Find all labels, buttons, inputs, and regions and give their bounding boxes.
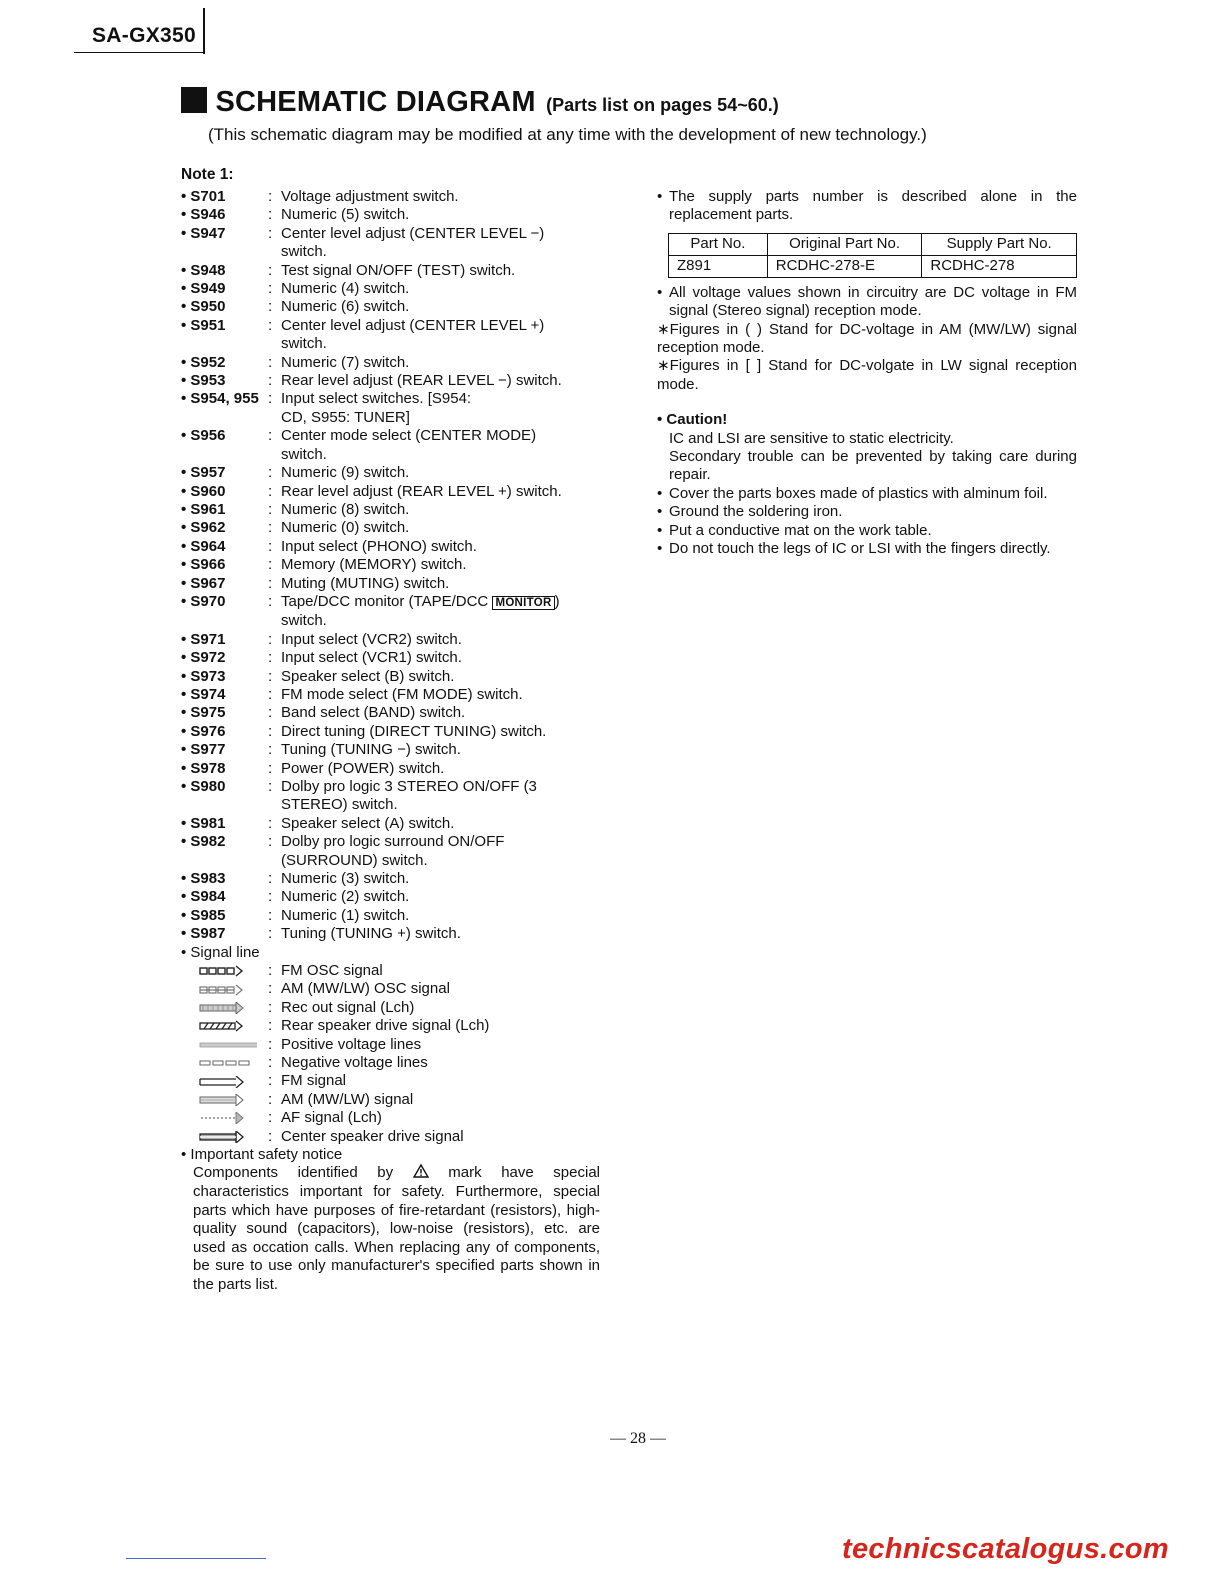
switch-code: • S978 (181, 759, 226, 777)
list-item: • S982 : Dolby pro logic surround ON/OFF (SURROUND) switch. (181, 833, 611, 870)
switch-desc: Input select switches. [S954: CD, S955: TUNER] (281, 390, 472, 426)
switch-desc: Numeric (7) switch. (281, 353, 410, 371)
safety-text: Components identified by mark have special characteristics important for safety. Furthermore, special parts which have purposes of fire-retardant (resistors), high-quality sound (capacitors), low-noise (resistors), etc. are used as occation calls. When replacing any of components, be sure to use only manufacturer's specified parts shown in the parts list. (193, 1164, 600, 1293)
right-column (657, 188, 1077, 559)
switch-desc: Speaker select (B) switch. (281, 667, 455, 685)
list-item: • Cover the parts boxes made of plastics with alminum foil. (657, 484, 1048, 502)
list-item: • Put a conductive mat on the work table. (657, 521, 932, 539)
list-item: • S985 : Numeric (1) switch. (181, 907, 611, 925)
signal-label: Positive voltage lines (281, 1035, 422, 1053)
switch-desc: Numeric (5) switch. (281, 206, 410, 224)
list-item: • S981 : Speaker select (A) switch. (181, 815, 611, 833)
switch-code: • S985 (181, 906, 226, 924)
list-item: • S964 : Input select (PHONO) switch. (181, 538, 611, 556)
list-item: • S947 : Center level adjust (CENTER LEVEL −) switch. (181, 225, 611, 262)
list-item: • Do not touch the legs of IC or LSI with the fingers directly. (657, 540, 1051, 558)
switch-desc: Numeric (3) switch. (281, 870, 410, 888)
table-header-row (669, 233, 1077, 255)
signal-label: FM signal (281, 1072, 347, 1090)
switch-desc: Voltage adjustment switch. (281, 188, 459, 205)
positive-voltage-line-icon (199, 1039, 257, 1051)
switch-code: • S983 (181, 870, 226, 888)
switch-desc: Direct tuning (DIRECT TUNING) switch. (281, 722, 547, 740)
am-osc-signal-icon (199, 984, 257, 996)
switch-desc: FM mode select (FM MODE) switch. (281, 685, 523, 703)
switch-desc: Numeric (4) switch. (281, 280, 410, 298)
warning-triangle-icon (413, 1164, 429, 1178)
list-item: • S946 : Numeric (5) switch. (181, 206, 611, 224)
switch-desc: Numeric (2) switch. (281, 888, 410, 906)
switch-code: • S981 (181, 814, 226, 832)
fm-osc-signal-icon (199, 965, 257, 977)
lw-voltage-note: ∗Figures in [ ] Stand for DC-volgate in LW signal reception mode. (657, 357, 1077, 393)
model-label: SA-GX350 (92, 24, 196, 47)
switch-desc: Power (POWER) switch. (281, 759, 445, 777)
switch-desc: Input select (VCR1) switch. (281, 649, 462, 667)
switch-code: • S966 (181, 556, 226, 574)
signal-legend-row: : AM (MW/LW) OSC signal (181, 980, 611, 998)
list-item: • S956 : Center mode select (CENTER MODE) switch. (181, 427, 611, 464)
signal-label: Rear speaker drive signal (Lch) (281, 1017, 490, 1035)
signal-label: Rec out signal (Lch) (281, 998, 415, 1016)
note-heading: Note 1: (181, 166, 234, 183)
list-item: • S962 : Numeric (0) switch. (181, 519, 611, 537)
signal-label: AF signal (Lch) (281, 1109, 382, 1127)
list-item: • S975 : Band select (BAND) switch. (181, 704, 611, 722)
switch-desc: Input select (VCR2) switch. (281, 630, 462, 648)
signal-line-heading: • Signal line (181, 943, 260, 961)
header-rule-vertical (203, 8, 205, 54)
switch-desc: Center mode select (CENTER MODE) switch. (281, 427, 537, 463)
switch-desc: Rear level adjust (REAR LEVEL +) switch. (281, 482, 562, 500)
watermark-link[interactable]: technicscatalogus.com (842, 1533, 1170, 1565)
switch-desc: Rear level adjust (REAR LEVEL −) switch. (281, 372, 562, 390)
caution-text: IC and LSI are sensitive to static electricity. (669, 429, 954, 447)
switch-code: • S952 (181, 353, 226, 371)
switch-code: • S701 (181, 188, 226, 205)
af-signal-icon (199, 1112, 257, 1124)
table-cell: Z891 (669, 255, 768, 277)
switch-desc: Center level adjust (CENTER LEVEL −) switch. (281, 224, 545, 261)
list-item: • S953 : Rear level adjust (REAR LEVEL −) switch. (181, 372, 611, 390)
safety-heading: • Important safety notice (181, 1145, 343, 1163)
list-item: • S952 : Numeric (7) switch. (181, 354, 611, 372)
table-header-cell: Part No. (669, 233, 768, 255)
switch-code: • S980 (181, 778, 226, 795)
center-speaker-signal-icon (199, 1131, 257, 1143)
signal-legend-row: : Center speaker drive signal (181, 1128, 611, 1146)
list-item: • S951 : Center level adjust (CENTER LEVEL +) switch. (181, 317, 611, 354)
switch-desc: Numeric (0) switch. (281, 519, 410, 537)
list-item: • S948 : Test signal ON/OFF (TEST) switch. (181, 262, 611, 280)
signal-legend-row: : Rear speaker drive signal (Lch) (181, 1017, 611, 1035)
switch-code: • S957 (181, 464, 226, 482)
title-row (181, 86, 779, 119)
switch-desc: Tuning (TUNING −) switch. (281, 741, 461, 759)
list-item: • S966 : Memory (MEMORY) switch. (181, 556, 611, 574)
signal-legend-row: : FM OSC signal (181, 962, 611, 980)
list-item: • S961 : Numeric (8) switch. (181, 501, 611, 519)
header-rule-horizontal (74, 52, 205, 53)
switch-desc: Numeric (1) switch. (281, 906, 410, 924)
switch-desc: Test signal ON/OFF (TEST) switch. (281, 261, 516, 279)
switch-code: • S954, 955 (181, 390, 259, 408)
switch-code: • S984 (181, 888, 226, 906)
page-number: — 28 — (610, 1430, 666, 1447)
list-item: • S954, 955 : Input select switches. [S954: CD, S955: TUNER] (181, 390, 611, 427)
signal-label: AM (MW/LW) signal (281, 1090, 414, 1108)
switch-code: • S970 (181, 592, 226, 610)
switch-code: • S976 (181, 722, 226, 740)
parts-reference: (Parts list on pages 54~60.) (546, 95, 779, 115)
switch-desc: Center level adjust (CENTER LEVEL +) switch. (281, 316, 545, 353)
rear-speaker-signal-icon (199, 1020, 257, 1032)
switch-code: • S974 (181, 685, 226, 703)
signal-label: Negative voltage lines (281, 1054, 428, 1072)
list-item: • S983 : Numeric (3) switch. (181, 870, 611, 888)
switch-code: • S975 (181, 704, 226, 722)
signal-label: Center speaker drive signal (281, 1127, 464, 1145)
switch-code: • S946 (181, 206, 226, 224)
switch-list (181, 188, 611, 1295)
table-row (669, 255, 1077, 277)
switch-desc: Dolby pro logic surround ON/OFF (SURROUND) switch. (281, 833, 505, 869)
signal-legend-row: : Negative voltage lines (181, 1054, 611, 1072)
table-header-cell: Original Part No. (767, 233, 922, 255)
switch-code: • S950 (181, 298, 226, 316)
switch-code: • S964 (181, 537, 226, 555)
signal-legend-row: : FM signal (181, 1072, 611, 1090)
signal-legend-row: : Positive voltage lines (181, 1036, 611, 1054)
switch-code: • S973 (181, 667, 226, 685)
switch-desc: Muting (MUTING) switch. (281, 574, 450, 592)
switch-code: • S951 (181, 316, 226, 334)
switch-desc: Numeric (6) switch. (281, 298, 410, 316)
page-subtitle: (This schematic diagram may be modified at any time with the development of new technology.) (208, 125, 927, 144)
list-item: • S960 : Rear level adjust (REAR LEVEL +) switch. (181, 483, 611, 501)
switch-desc: Speaker select (A) switch. (281, 814, 455, 832)
list-item: • S957 : Numeric (9) switch. (181, 464, 611, 482)
switch-desc: Input select (PHONO) switch. (281, 537, 477, 555)
list-item: • S701 : Voltage adjustment switch. (181, 188, 611, 206)
rec-out-signal-icon (199, 1002, 257, 1014)
caution-text: Secondary trouble can be prevented by taking care during repair. (669, 448, 1077, 484)
monitor-label-box: MONITOR (492, 596, 554, 610)
switch-desc: Tuning (TUNING +) switch. (281, 925, 461, 943)
switch-desc: Numeric (9) switch. (281, 464, 410, 482)
am-signal-icon (199, 1094, 257, 1106)
parts-table (668, 233, 1077, 278)
switch-code: • S971 (181, 630, 226, 648)
list-item: • S978 : Power (POWER) switch. (181, 760, 611, 778)
supply-note: • The supply parts number is described alone in the replacement parts. (657, 188, 1077, 224)
switch-code: • S961 (181, 500, 226, 518)
switch-code: • S960 (181, 482, 226, 500)
list-item: • S977 : Tuning (TUNING −) switch. (181, 741, 611, 759)
switch-desc: Numeric (8) switch. (281, 500, 410, 518)
list-item: • S971 : Input select (VCR2) switch. (181, 631, 611, 649)
list-item: • S949 : Numeric (4) switch. (181, 280, 611, 298)
switch-code: • S982 (181, 833, 226, 851)
caution-heading: • Caution! (657, 411, 728, 429)
list-item: • S976 : Direct tuning (DIRECT TUNING) switch. (181, 723, 611, 741)
switch-code: • S967 (181, 574, 226, 592)
list-item: • S970 : Tape/DCC monitor (TAPE/DCC MONITOR ) switch. (181, 593, 611, 631)
switch-code: • S949 (181, 280, 226, 298)
list-item: • S972 : Input select (VCR1) switch. (181, 649, 611, 667)
switch-desc: Dolby pro logic 3 STEREO ON/OFF (3 STEREO) switch. (281, 778, 537, 814)
table-header-cell: Supply Part No. (922, 233, 1077, 255)
negative-voltage-line-icon (199, 1057, 257, 1069)
switch-desc: Band select (BAND) switch. (281, 704, 466, 722)
signal-label: FM OSC signal (281, 962, 383, 980)
list-item: • S984 : Numeric (2) switch. (181, 888, 611, 906)
switch-code: • S948 (181, 261, 226, 279)
switch-desc: Tape/DCC monitor (TAPE/DCC MONITOR ) switch. (281, 592, 560, 630)
signal-label: AM (MW/LW) OSC signal (281, 980, 450, 998)
table-cell: RCDHC-278-E (767, 255, 922, 277)
switch-code: • S953 (181, 372, 226, 390)
list-item: • S950 : Numeric (6) switch. (181, 298, 611, 316)
switch-desc: Memory (MEMORY) switch. (281, 556, 467, 574)
table-cell: RCDHC-278 (922, 255, 1077, 277)
title-square-icon (181, 87, 207, 113)
switch-code: • S987 (181, 925, 226, 943)
switch-code: • S956 (181, 427, 226, 445)
am-voltage-note: ∗Figures in ( ) Stand for DC-voltage in AM (MW/LW) signal reception mode. (657, 320, 1077, 357)
switch-code: • S977 (181, 741, 226, 759)
switch-code: • S947 (181, 224, 226, 242)
list-item: • Ground the soldering iron. (657, 503, 843, 521)
signal-legend-row: : AF signal (Lch) (181, 1109, 611, 1127)
list-item: • S974 : FM mode select (FM MODE) switch. (181, 686, 611, 704)
switch-code: • S972 (181, 649, 226, 667)
list-item: • S980 : Dolby pro logic 3 STEREO ON/OFF (3 STEREO) switch. (181, 778, 611, 815)
voltage-note: • All voltage values shown in circuitry are DC voltage in FM signal (Stereo signal) reception mode. (657, 283, 1077, 320)
fm-signal-icon (199, 1076, 257, 1088)
switch-code: • S962 (181, 519, 226, 537)
list-item: • S973 : Speaker select (B) switch. (181, 668, 611, 686)
page-title: SCHEMATIC DIAGRAM (215, 86, 536, 118)
signal-legend-row: : Rec out signal (Lch) (181, 999, 611, 1017)
list-item: • S987 : Tuning (TUNING +) switch. (181, 925, 611, 943)
signal-legend-row: : AM (MW/LW) signal (181, 1091, 611, 1109)
list-item: • S967 : Muting (MUTING) switch. (181, 575, 611, 593)
footer-link-line (126, 1558, 266, 1559)
